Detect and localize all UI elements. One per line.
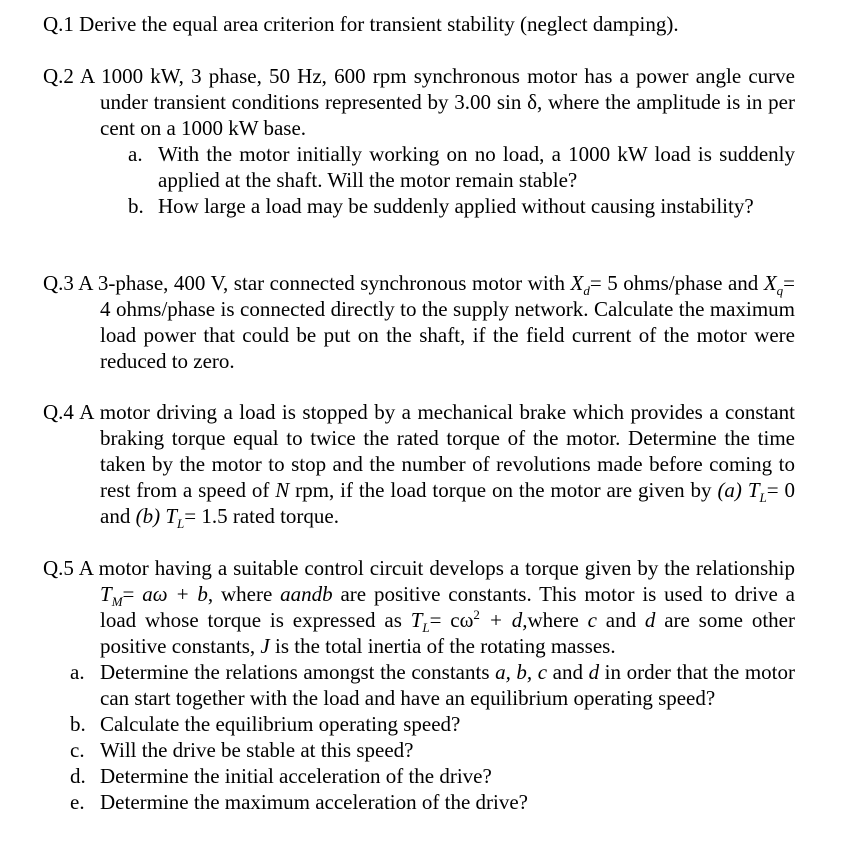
q5-part-a-text-1: Determine the relations amongst the constants: [100, 660, 496, 684]
q2-label: Q.2: [43, 64, 74, 88]
question-1: [43, 11, 795, 37]
q3-xd: X: [570, 271, 584, 295]
q5-part-e-text: Determine the maximum acceleration of the drive?: [100, 790, 528, 814]
question-3: [43, 270, 795, 374]
q4-tl1-sub: L: [759, 490, 767, 506]
q5-tm: T: [100, 582, 112, 606]
q4-text-2: rpm, if the load torque on the motor are given by: [289, 478, 718, 502]
q5-part-a: [70, 659, 795, 711]
q2-part-b: [128, 193, 795, 219]
q5-part-d-text: Determine the initial acceleration of the drive?: [100, 764, 492, 788]
q5-text-8: and: [596, 608, 645, 632]
q5-parts: [43, 659, 795, 815]
q5-text-7: where: [527, 608, 588, 632]
q5-part-a-d: d: [588, 660, 600, 684]
q5-c: c: [587, 608, 597, 632]
q5-part-b-text: Calculate the equilibrium operating speed?: [100, 712, 461, 736]
q5-text-3: , where: [207, 582, 281, 606]
q4-text-4: = 1.5 rated torque.: [184, 504, 339, 528]
q2-part-a: [128, 141, 795, 193]
q3-label: Q.3: [43, 271, 74, 295]
q2-part-b-text: How large a load may be suddenly applied without causing instability?: [158, 194, 754, 218]
q2-text: A 1000 kW, 3 phase, 50 Hz, 600 rpm synchronous motor has a power angle curve under transient conditions represented by 3.00 sin δ, where the amplitude is in per cent on a 1000 kW base.: [79, 64, 795, 140]
q5-text-1: A motor having a suitable control circuit develops a torque given by the relationship: [78, 556, 795, 580]
q5-part-a-abc: a, b, c: [495, 660, 548, 684]
q5-label: Q.5: [43, 556, 74, 580]
question-2: [43, 63, 795, 219]
q2-part-a-label: a.: [128, 142, 143, 166]
q5-part-d-label: d.: [70, 764, 86, 788]
q5-part-e-label: e.: [70, 790, 85, 814]
q5-part-b-label: b.: [70, 712, 86, 736]
q5-omega: ω: [459, 608, 474, 632]
q1-label: Q.1: [43, 12, 74, 36]
q4-a: (a): [717, 478, 742, 502]
q5-part-a-label: a.: [70, 660, 85, 684]
q3-xq-sub: q: [776, 283, 784, 299]
q5-part-a-text-2: and: [547, 660, 589, 684]
q4-b: (b): [135, 504, 161, 528]
q3-xd-sub: d: [583, 283, 590, 299]
q3-text-1: A 3-phase, 400 V, star connected synchronous motor with: [78, 271, 571, 295]
q5-text-2: =: [122, 582, 143, 606]
question-4: [43, 399, 796, 532]
q4-label: Q.4: [43, 400, 74, 424]
q5-text-6: + d,: [479, 608, 528, 632]
q2-part-a-text: With the motor initially working on no load, a 1000 kW load is suddenly applied at the shaft. Will the motor remain stable?: [158, 142, 795, 192]
q4-text-3: = 0 and: [100, 478, 796, 528]
q5-text-10: is the total inertia of the rotating masses.: [269, 634, 616, 658]
q5-text-9: are some other positive constants,: [100, 608, 795, 658]
q5-tl: T: [410, 608, 423, 632]
q5-ab: aandb: [280, 582, 333, 606]
q1-text: Derive the equal area criterion for transient stability (neglect damping).: [79, 12, 679, 36]
q5-part-b: [70, 711, 795, 737]
question-5: [43, 555, 795, 815]
q5-sq: 2: [473, 607, 480, 622]
q4-tl1: T: [747, 478, 760, 502]
q5-part-c-text: Will the drive be stable at this speed?: [100, 738, 414, 762]
q5-d: d: [644, 608, 656, 632]
q3-text-2: = 5 ohms/phase and: [589, 271, 764, 295]
q5-text-4: are positive constants. This motor is used to drive a load whose torque is expressed as: [100, 582, 795, 632]
q4-tl2-sub: L: [177, 516, 185, 532]
q3-xq: X: [763, 271, 777, 295]
q5-part-d: [70, 763, 795, 789]
q4-n: N: [275, 478, 290, 502]
q4-tl2: T: [165, 504, 178, 528]
q5-aw: aω + b: [142, 582, 208, 606]
q5-part-c: [70, 737, 795, 763]
q2-parts: [43, 141, 795, 219]
q5-tm-sub: M: [111, 594, 123, 610]
q4-text-1: A motor driving a load is stopped by a mechanical brake which provides a constant braking torque equal to twice the rated torque of the motor. Determine the time taken by the motor to stop and the number of revolutions made before coming to rest from a speed of: [79, 400, 796, 502]
q2-part-b-label: b.: [128, 194, 144, 218]
q5-part-c-label: c.: [70, 738, 85, 762]
q5-j: J: [260, 634, 270, 658]
q5-text-5: = c: [429, 608, 460, 632]
q5-part-e: [70, 789, 795, 815]
q5-part-a-text-3: in order that the motor can start together with the load and have an equilibrium operating speed?: [100, 660, 795, 710]
q5-tl-sub: L: [422, 620, 430, 636]
q3-text-3: = 4 ohms/phase is connected directly to the supply network. Calculate the maximum load power that could be put on the shaft, if the field current of the motor were reduced to zero.: [100, 271, 795, 373]
